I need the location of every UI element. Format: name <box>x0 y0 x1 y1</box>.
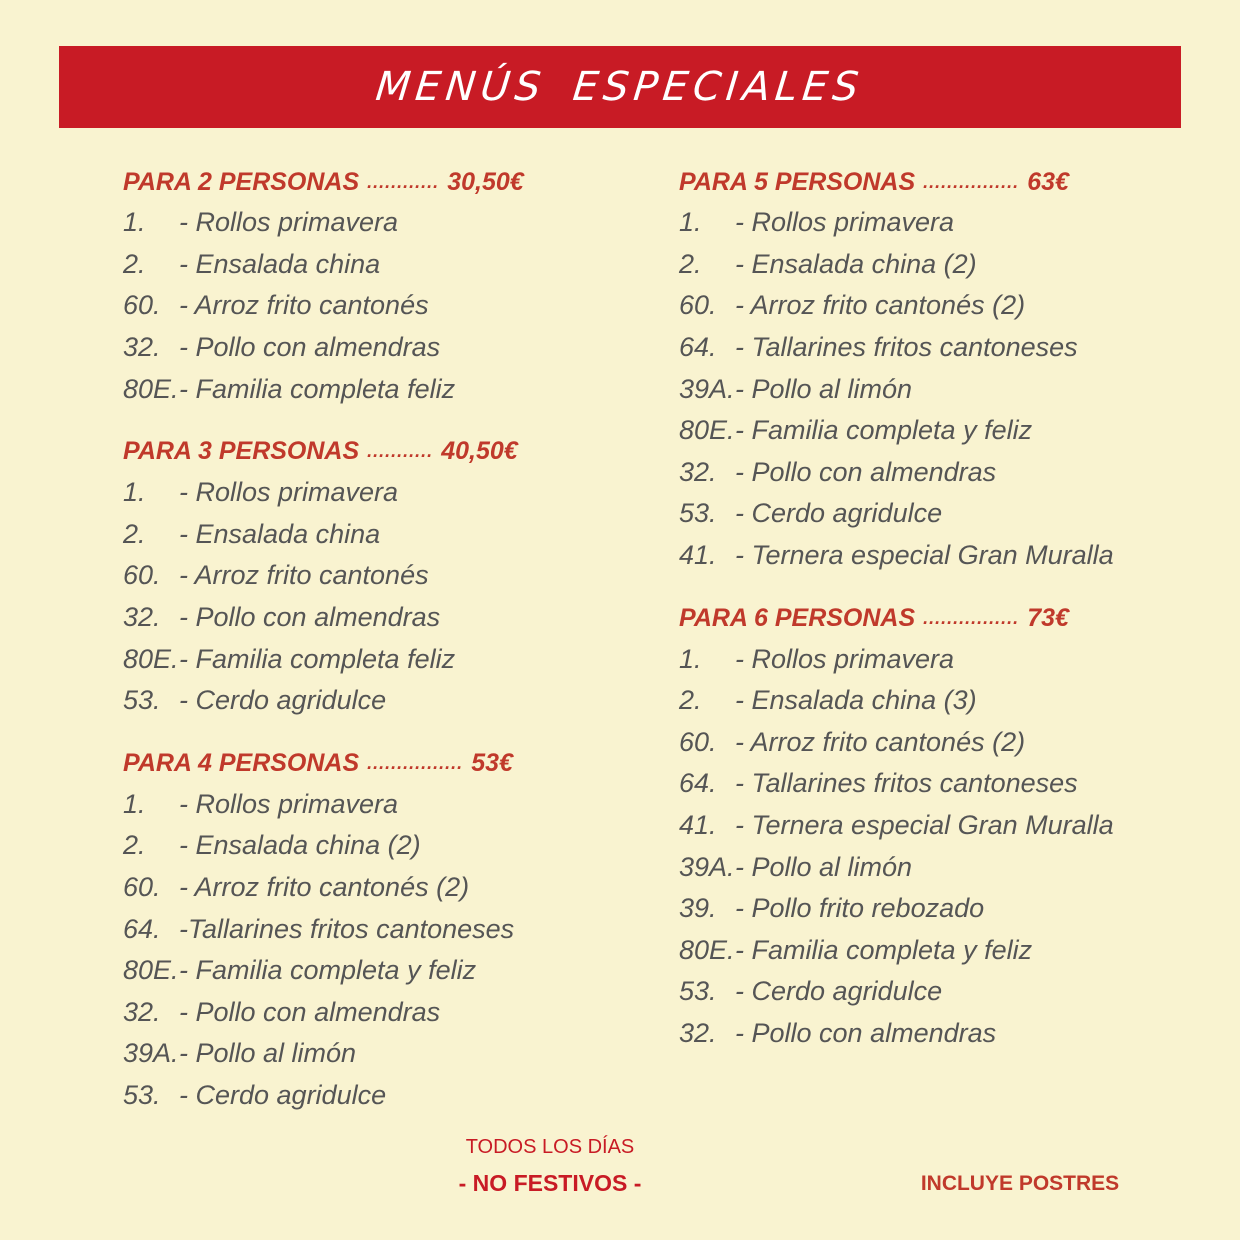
title-banner <box>59 46 1181 128</box>
menu-price: 30,50€ <box>447 167 524 196</box>
dish-number: 2. <box>123 248 146 279</box>
dish-number: 2. <box>679 248 702 279</box>
dish-name: - Ensalada china (2) <box>179 830 421 861</box>
list-item <box>123 867 623 909</box>
dish-number: 32. <box>679 1017 717 1048</box>
dish-number: 39A. <box>679 373 735 404</box>
dish-number: 1. <box>679 207 702 238</box>
dish-name: - Rollos primavera <box>735 643 955 674</box>
dish-name: - Arroz frito cantonés <box>179 560 429 591</box>
dish-name: - Familia completa y feliz <box>179 955 477 986</box>
list-item <box>123 514 623 556</box>
dish-name: - Cerdo agridulce <box>179 685 387 716</box>
menu-price: 63€ <box>1027 167 1069 196</box>
dish-number: 80E. <box>679 415 735 446</box>
dish-number: 1. <box>123 207 146 238</box>
dish-number: 32. <box>123 602 161 633</box>
list-item <box>123 680 623 722</box>
menu-dots: ................ <box>923 607 1020 628</box>
dish-name: - Ensalada china (2) <box>735 248 977 279</box>
dish-name: - Rollos primavera <box>179 788 399 819</box>
list-item <box>679 638 1179 680</box>
dish-name: - Pollo con almendras <box>179 602 441 633</box>
menu-block <box>123 432 623 722</box>
dish-number: 60. <box>679 726 717 757</box>
list-item <box>123 555 623 597</box>
dish-name: - Familia completa y feliz <box>735 934 1033 965</box>
list-item <box>123 597 623 639</box>
dish-number: 1. <box>123 477 146 508</box>
dish-number: 2. <box>123 518 146 549</box>
footer-no-festivos: - NO FESTIVOS - <box>458 1170 642 1196</box>
menu-title: PARA 2 PERSONAS <box>123 167 360 196</box>
menu-price: 53€ <box>471 749 513 778</box>
dish-name: - Ternera especial Gran Muralla <box>735 810 1114 841</box>
list-item <box>679 805 1179 847</box>
dish-name: - Ensalada china (3) <box>735 685 977 716</box>
list-item <box>679 971 1179 1013</box>
list-item <box>123 244 623 286</box>
list-item <box>123 472 623 514</box>
menu-header <box>679 162 1179 202</box>
list-item <box>679 202 1179 244</box>
list-item <box>679 1013 1179 1055</box>
list-item <box>123 1075 623 1117</box>
dish-name: - Pollo con almendras <box>735 1017 997 1048</box>
dish-name: - Familia completa feliz <box>179 373 456 404</box>
dish-name: - Tallarines fritos cantoneses <box>735 332 1078 363</box>
dish-number: 60. <box>123 290 161 321</box>
list-item <box>679 763 1179 805</box>
list-item <box>123 992 623 1034</box>
dish-number: 64. <box>123 913 161 944</box>
list-item <box>679 680 1179 722</box>
dish-number: 53. <box>679 976 717 1007</box>
dish-name: - Arroz frito cantonés (2) <box>179 872 470 903</box>
dish-name: - Rollos primavera <box>179 207 399 238</box>
menu-column-right <box>679 162 1179 1076</box>
page-title: MENÚS ESPECIALES <box>373 64 867 110</box>
dish-number: 60. <box>123 560 161 591</box>
list-item <box>123 327 623 369</box>
menu-column-left <box>123 162 623 1138</box>
list-item <box>123 825 623 867</box>
list-item <box>123 784 623 826</box>
dish-number: 53. <box>679 498 717 529</box>
menu-block <box>123 744 623 1117</box>
menu-title: PARA 5 PERSONAS <box>679 167 916 196</box>
dish-number: 60. <box>679 290 717 321</box>
dish-name: - Pollo con almendras <box>179 332 441 363</box>
menu-dots: ................ <box>923 171 1020 192</box>
menu-block <box>123 162 623 410</box>
dish-number: 39. <box>679 893 717 924</box>
list-item <box>123 202 623 244</box>
footer-includes-desserts: INCLUYE POSTRES <box>920 1172 1120 1195</box>
dish-name: - Pollo con almendras <box>735 456 997 487</box>
list-item <box>679 930 1179 972</box>
list-item <box>123 638 623 680</box>
dish-name: - Familia completa feliz <box>179 643 456 674</box>
menu-dots: ................ <box>367 753 464 774</box>
list-item <box>679 244 1179 286</box>
menu-block <box>679 598 1179 1054</box>
dish-name: - Pollo frito rebozado <box>735 893 985 924</box>
dish-number: 32. <box>123 996 161 1027</box>
menu-header <box>123 162 623 202</box>
dish-name: - Pollo con almendras <box>179 996 441 1027</box>
dish-number: 1. <box>679 643 702 674</box>
dish-number: 64. <box>679 332 717 363</box>
dish-number: 32. <box>123 332 161 363</box>
list-item <box>123 368 623 410</box>
list-item <box>123 950 623 992</box>
dish-number: 41. <box>679 810 717 841</box>
dish-number: 39A. <box>123 1038 179 1069</box>
list-item <box>679 493 1179 535</box>
dish-name: - Pollo al limón <box>735 851 913 882</box>
dish-name: - Ternera especial Gran Muralla <box>735 540 1114 571</box>
dish-number: 53. <box>123 685 161 716</box>
menu-dots: ............ <box>367 171 440 192</box>
dish-number: 2. <box>123 830 146 861</box>
dish-name: - Tallarines fritos cantoneses <box>735 768 1078 799</box>
list-item <box>123 1033 623 1075</box>
menu-dots: ........... <box>367 441 434 462</box>
dish-name: - Arroz frito cantonés (2) <box>735 290 1026 321</box>
menu-header <box>679 598 1179 638</box>
dish-name: - Arroz frito cantonés <box>179 290 429 321</box>
dish-number: 53. <box>123 1079 161 1110</box>
dish-number: 80E. <box>679 934 735 965</box>
dish-name: - Rollos primavera <box>179 477 399 508</box>
list-item <box>679 410 1179 452</box>
dish-name: - Cerdo agridulce <box>735 498 943 529</box>
menu-block <box>679 162 1179 576</box>
menu-price: 73€ <box>1027 603 1069 632</box>
list-item <box>679 452 1179 494</box>
list-item <box>123 285 623 327</box>
dish-number: 80E. <box>123 955 179 986</box>
list-item <box>679 285 1179 327</box>
dish-number: 32. <box>679 456 717 487</box>
dish-name: - Cerdo agridulce <box>735 976 943 1007</box>
dish-number: 39A. <box>679 851 735 882</box>
dish-name: - Pollo al limón <box>735 373 913 404</box>
dish-number: 80E. <box>123 643 179 674</box>
menu-header <box>123 432 623 472</box>
menu-title: PARA 3 PERSONAS <box>123 437 360 466</box>
dish-name: - Ensalada china <box>179 248 381 279</box>
list-item <box>123 908 623 950</box>
dish-name: - Rollos primavera <box>735 207 955 238</box>
menu-header <box>123 744 623 784</box>
list-item <box>679 722 1179 764</box>
dish-number: 1. <box>123 788 146 819</box>
list-item <box>679 846 1179 888</box>
dish-name: -Tallarines fritos cantoneses <box>179 913 515 944</box>
dish-name: - Cerdo agridulce <box>179 1079 387 1110</box>
list-item <box>679 535 1179 577</box>
dish-name: - Familia completa y feliz <box>735 415 1033 446</box>
list-item <box>679 368 1179 410</box>
dish-name: - Ensalada china <box>179 518 381 549</box>
menu-price: 40,50€ <box>441 437 518 466</box>
dish-name: - Pollo al limón <box>179 1038 357 1069</box>
dish-number: 64. <box>679 768 717 799</box>
footer-days: TODOS LOS DÍAS <box>465 1136 635 1158</box>
list-item <box>679 327 1179 369</box>
menu-title: PARA 6 PERSONAS <box>679 603 916 632</box>
dish-number: 80E. <box>123 373 179 404</box>
dish-number: 60. <box>123 872 161 903</box>
list-item <box>679 888 1179 930</box>
dish-number: 41. <box>679 540 717 571</box>
dish-name: - Arroz frito cantonés (2) <box>735 726 1026 757</box>
menu-title: PARA 4 PERSONAS <box>123 749 360 778</box>
dish-number: 2. <box>679 685 702 716</box>
